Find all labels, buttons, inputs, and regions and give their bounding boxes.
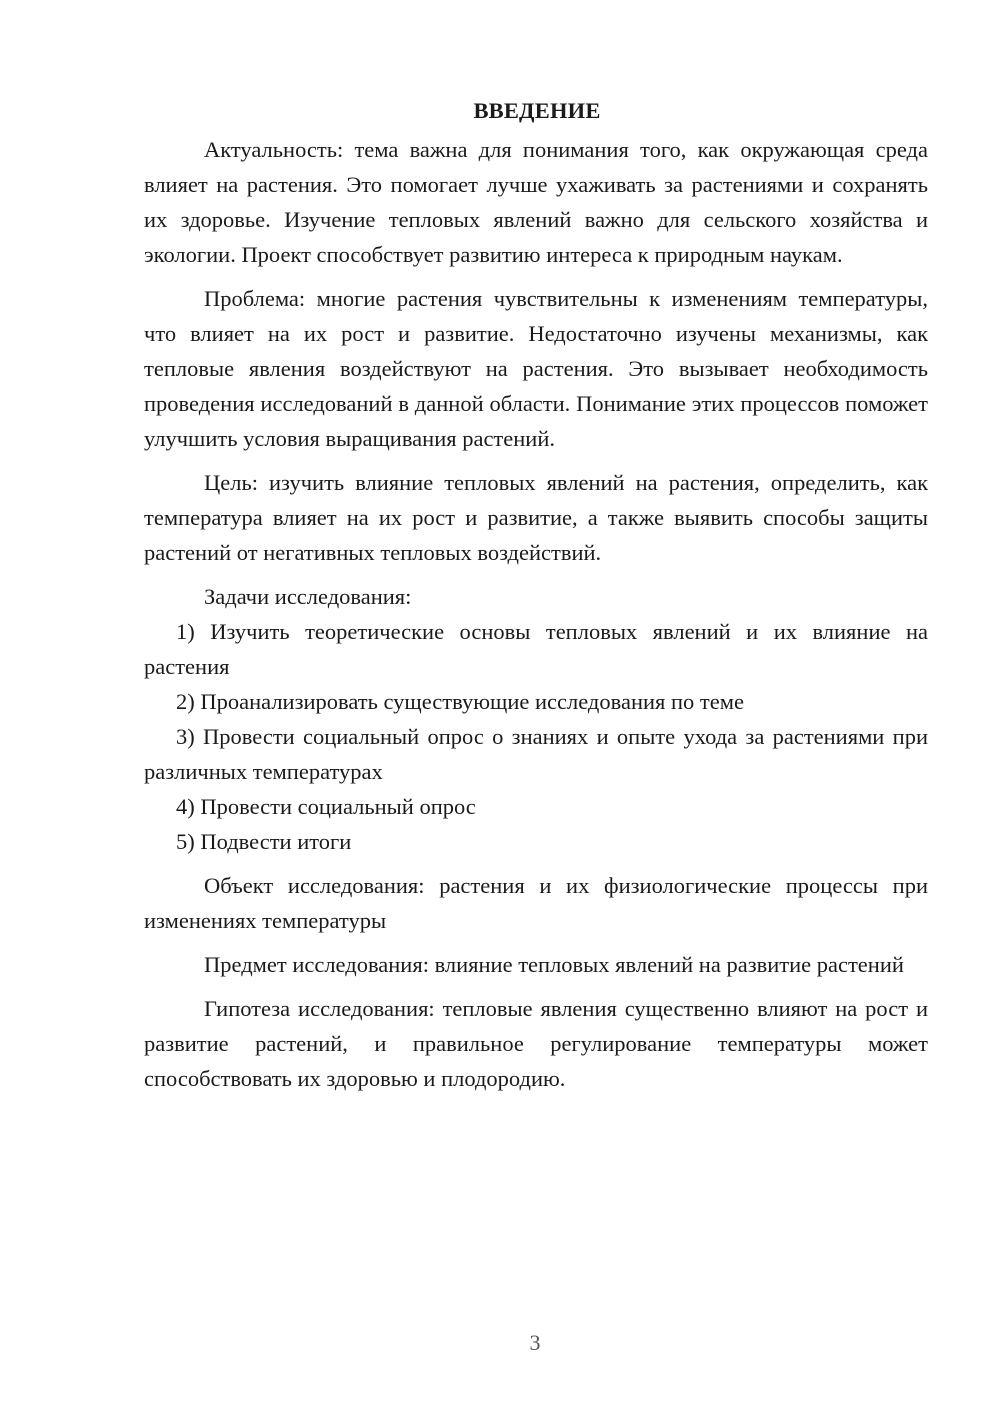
paragraph-hypothesis: Гипотеза исследования: тепловые явления существенно влияют на рост и развитие растений, и правильное регулирование температуры может способствовать их здоровью и плодородию. (144, 996, 928, 1091)
task-item-3: 3) Провести социальный опрос о знаниях и опыте ухода за растениями при различных температурах (144, 724, 928, 784)
page-content (144, 93, 928, 1096)
paragraph-problem: Проблема: многие растения чувствительны к изменениям температуры, что влияет на их рост и развитие. Недостаточно изучены механизмы, как тепловые явления воздействуют на растения. Это вызывает необходимость проведения исследований в данной области. Понимание этих процессов поможет улучшить условия выращивания растений. (144, 286, 928, 451)
task-item-1: 1) Изучить теоретические основы тепловых явлений и их влияние на растения (144, 619, 928, 679)
task-item-4: 4) Провести социальный опрос (176, 794, 476, 819)
page-number: 3 (529, 1330, 541, 1355)
task-item-2: 2) Проанализировать существующие исследования по теме (176, 689, 744, 714)
paragraph-relevance: Актуальность: тема важна для понимания того, как окружающая среда влияет на растения. Это помогает лучше ухаживать за растениями и сохранять их здоровье. Изучение тепловых явлений важно для сельского хозяйства и экологии. Проект способствует развитию интереса к природным наукам. (144, 137, 928, 267)
paragraph-object: Объект исследования: растения и их физиологические процессы при изменениях температуры (144, 873, 928, 933)
paragraph-goal: Цель: изучить влияние тепловых явлений на растения, определить, как температура влияет на их рост и развитие, а также выявить способы защиты растений от негативных тепловых воздействий. (144, 470, 928, 565)
tasks-title: Задачи исследования: (204, 584, 412, 609)
task-item-5: 5) Подвести итоги (176, 829, 352, 854)
paragraph-subject: Предмет исследования: влияние тепловых явлений на развитие растений (204, 952, 904, 977)
section-heading: ВВЕДЕНИЕ (473, 98, 601, 123)
